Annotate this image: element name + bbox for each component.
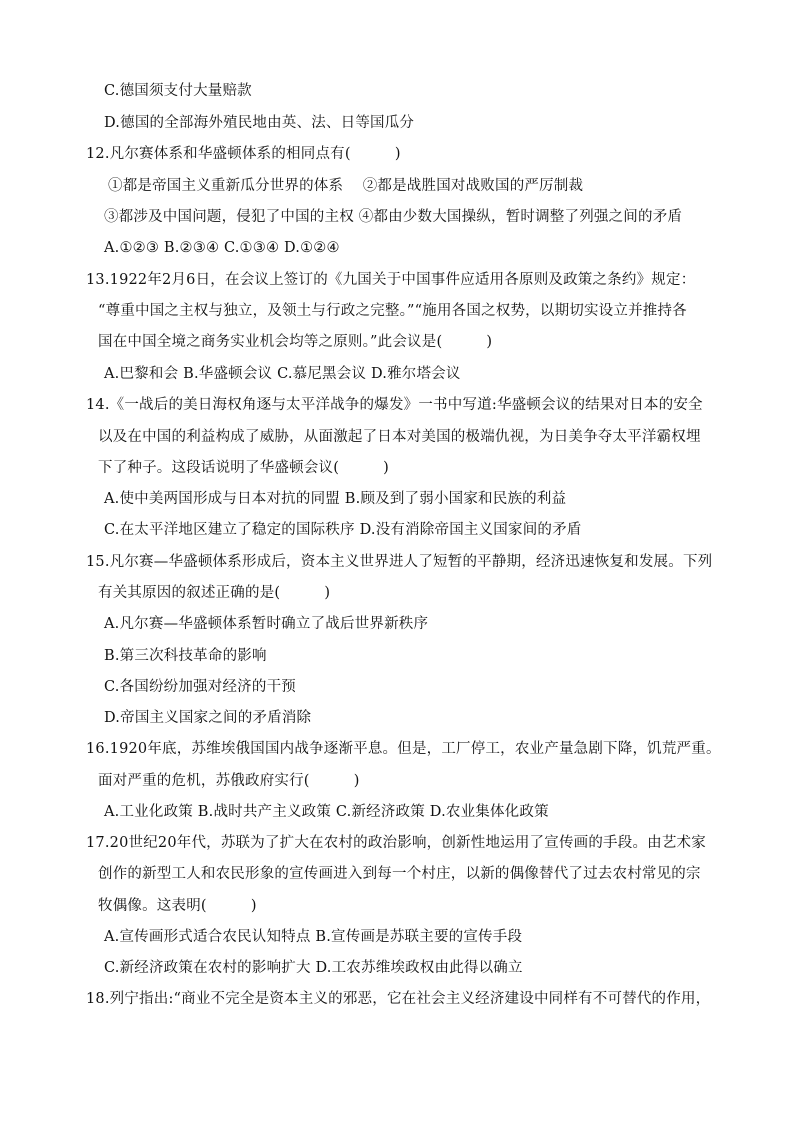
q17-options-cd: C.新经济政策在农村的影响扩大 D.工农苏维埃政权由此得以确立 xyxy=(104,960,523,976)
q12-statement-line-1: ①都是帝国主义重新瓜分世界的体系 ②都是战胜国对战败国的严厉制裁 xyxy=(108,178,584,194)
q14-options-ab: A.使中美两国形成与日本对抗的同盟 B.顾及到了弱小国家和民族的利益 xyxy=(104,491,567,507)
q15-option-c: C.各国纷纷加强对经济的干预 xyxy=(104,679,296,695)
q17-stem-line-3: 牧偶像。这表明( ) xyxy=(98,898,257,914)
q14-stem-line-1: 14.《一战后的美日海权角逐与太平洋战争的爆发》一书中写道:华盛顿会议的结果对日本的安全 xyxy=(86,397,703,413)
q13-stem-line-3: 国在中国全境之商务实业机会均等之原则。”此会议是( ) xyxy=(98,334,493,350)
q12-stem: 12.凡尔赛体系和华盛顿体系的相同点有( ) xyxy=(86,146,401,162)
q17-options-ab: A.宣传画形式适合农民认知特点 B.宣传画是苏联主要的宣传手段 xyxy=(104,929,523,945)
q14-options-cd: C.在太平洋地区建立了稳定的国际秩序 D.没有消除帝国主义国家间的矛盾 xyxy=(104,522,582,538)
q15-option-d: D.帝国主义国家之间的矛盾消除 xyxy=(104,710,312,726)
q16-stem-line-2: 面对严重的危机，苏俄政府实行( ) xyxy=(98,773,360,789)
q15-stem-line-1: 15.凡尔赛—华盛顿体系形成后，资本主义世界进人了短暂的平静期，经济迅速恢复和发展。下列 xyxy=(86,554,713,570)
q16-stem-line-1: 16.1920年底，苏维埃俄国国内战争逐渐平息。但是，工厂停工，农业产量急剧下降，饥荒严重。 xyxy=(86,741,721,757)
q17-stem-line-1: 17.20世纪20年代，苏联为了扩大在农村的政治影响，创新性地运用了宣传画的手段。由艺术家 xyxy=(86,835,706,851)
q14-stem-line-2: 以及在中国的利益构成了威胁，从面激起了日本对美国的极端仇视，为日美争夺太平洋霸权埋 xyxy=(98,429,701,445)
q15-stem-line-2: 有关其原因的叙述正确的是( ) xyxy=(98,585,331,601)
q18-stem-line-1: 18.列宁指出:“商业不完全是资本主义的邪恶，它在社会主义经济建设中同样有不可替代的作用， xyxy=(86,991,711,1007)
q12-options: A.①②③ B.②③④ C.①③④ D.①②④ xyxy=(104,240,340,256)
q15-option-b: B.第三次科技革命的影响 xyxy=(104,648,267,664)
q11-option-c: C.德国须支付大量赔款 xyxy=(104,83,252,99)
q14-stem-line-3: 下了种子。这段话说明了华盛顿会议( ) xyxy=(98,460,390,476)
q12-statement-line-2: ③都涉及中国问题，侵犯了中国的主权 ④都由少数大国操纵，暂时调整了列强之间的矛盾 xyxy=(104,209,683,225)
q17-stem-line-2: 创作的新型工人和农民形象的宣传画进入到每一个村庄，以新的偶像替代了过去农村常见的宗 xyxy=(98,866,701,882)
q13-stem-line-1: 13.1922年2月6日，在会议上签订的《九国关于中国事件应适用各原则及政策之条约》规定： xyxy=(86,272,696,288)
q13-stem-line-2: “尊重中国之主权与独立，及领土与行政之完整。”“施用各国之权势，以期切实设立并推持各 xyxy=(98,303,687,319)
q13-options: A.巴黎和会 B.华盛顿会议 C.慕尼黑会议 D.雅尔塔会议 xyxy=(104,366,461,382)
q11-option-d: D.德国的全部海外殖民地由英、法、日等国瓜分 xyxy=(104,115,415,131)
q16-options: A.工业化政策 B.战时共产主义政策 C.新经济政策 D.农业集体化政策 xyxy=(104,804,549,820)
q15-option-a: A.凡尔赛—华盛顿体系暂时确立了战后世界新秩序 xyxy=(104,616,429,632)
